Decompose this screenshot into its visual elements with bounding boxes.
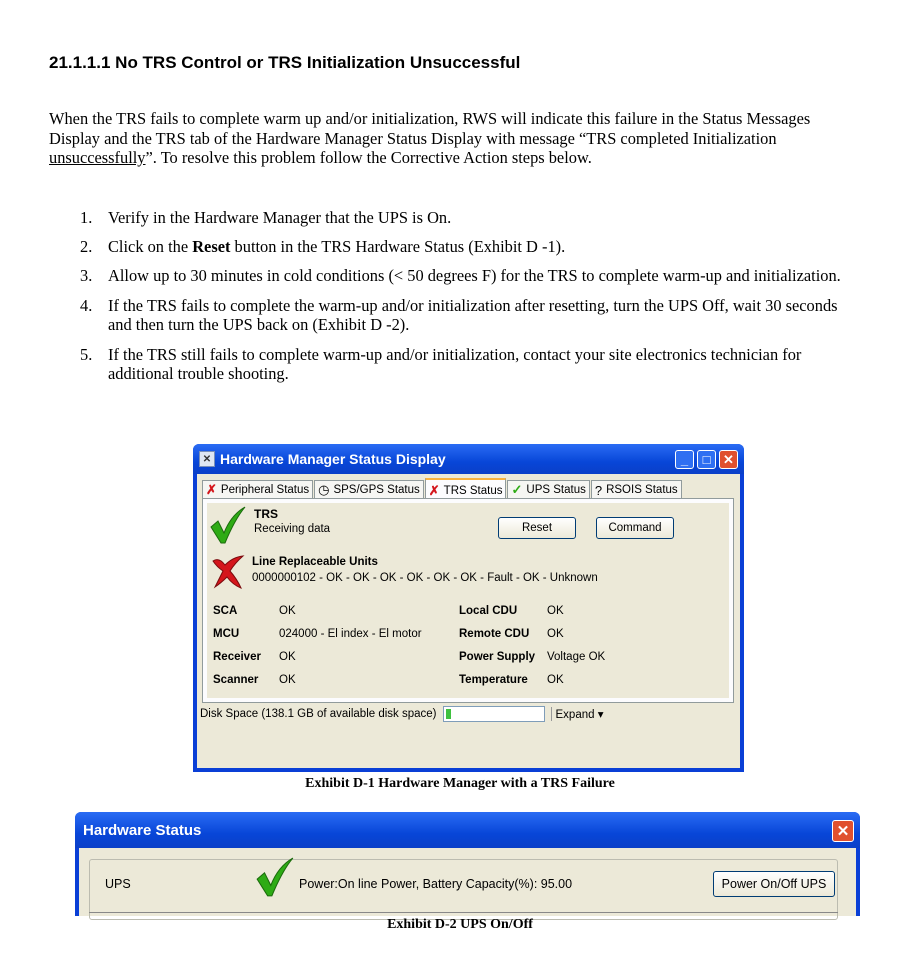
disk-space-progress: [443, 706, 545, 722]
field-label-mcu: MCU: [213, 628, 240, 640]
field-label-local-cdu: Local CDU: [459, 605, 518, 617]
x-icon: ✗: [206, 482, 217, 497]
ups-label: UPS: [105, 877, 131, 891]
intro-text-2: ”. To resolve this problem follow the Corrective Action steps below.: [145, 148, 592, 167]
question-icon: ?: [594, 482, 603, 498]
exhibit2-caption: Exhibit D-2 UPS On/Off: [387, 917, 533, 932]
step-item: [80, 345, 850, 383]
disk-space-text: Disk Space (138.1 GB of available disk space): [200, 708, 437, 720]
chevron-down-icon: ▾: [597, 709, 604, 721]
section-heading: 21.1.1.1 No TRS Control or TRS Initialization Unsuccessful: [49, 53, 521, 72]
step-number: 2.: [80, 237, 93, 256]
disk-space-fill: [446, 709, 451, 719]
divider: [89, 912, 838, 913]
x-icon: [211, 555, 245, 589]
field-label-scanner: Scanner: [213, 674, 259, 686]
window-title: Hardware Status: [83, 821, 202, 839]
field-label-temperature: Temperature: [459, 674, 528, 686]
step-number: 5.: [80, 345, 93, 364]
expand-dropdown[interactable]: [551, 707, 604, 721]
step-text: Allow up to 30 minutes in cold conditions (< 50 degrees F) for the TRS to complete warm-up and initialization.: [108, 266, 841, 285]
field-label-sca: SCA: [213, 605, 238, 617]
field-value-power-supply: Voltage OK: [547, 651, 606, 663]
field-value-scanner: OK: [279, 674, 296, 686]
step-number: 1.: [80, 208, 93, 227]
field-value-sca: OK: [279, 605, 296, 617]
trs-status-text: Receiving data: [254, 523, 331, 535]
intro-underlined: unsuccessfully: [49, 148, 146, 167]
trs-status-panel: [202, 498, 734, 703]
ups-status-text: Power:On line Power, Battery Capacity(%): 95.00: [299, 877, 573, 891]
step-item: [80, 208, 850, 227]
step-number: 3.: [80, 266, 93, 285]
tab-label: UPS Status: [526, 484, 586, 496]
step-text: If the TRS still fails to complete warm-up and/or initialization, contact your site electronics technician for additional trouble shooting.: [108, 345, 802, 383]
field-value-local-cdu: OK: [547, 605, 564, 617]
window-client: [79, 848, 856, 916]
window-client: [197, 474, 740, 768]
intro-text-1: When the TRS fails to complete warm up and/or initialization, RWS will indicate this failure in the Status Messages Display and the TRS tab of the Hardware Manager Status Display with message “TRS completed Initialization: [49, 109, 811, 148]
tab-peripheral-status[interactable]: [202, 480, 313, 499]
step-item: [80, 237, 850, 256]
check-icon: [255, 856, 295, 898]
command-button[interactable]: Command: [596, 517, 674, 539]
intro-paragraph: [49, 109, 849, 168]
tab-label: Peripheral Status: [220, 484, 310, 496]
x-icon: ✗: [428, 482, 440, 498]
lru-title: Line Replaceable Units: [252, 556, 378, 568]
status-tabs: [202, 478, 683, 498]
exhibit1-caption: Exhibit D-1 Hardware Manager with a TRS Failure: [305, 776, 615, 791]
tab-sps-gps-status[interactable]: [314, 480, 424, 499]
window-titlebar[interactable]: [193, 444, 744, 474]
tab-rsois-status[interactable]: [591, 480, 682, 499]
corrective-steps: [80, 208, 850, 393]
field-label-remote-cdu: Remote CDU: [459, 628, 530, 640]
window-titlebar[interactable]: [75, 812, 860, 848]
lru-detail: 0000000102 - OK - OK - OK - OK - OK - OK - Fault - OK - Unknown: [252, 572, 598, 584]
field-value-receiver: OK: [279, 651, 296, 663]
window-title: Hardware Manager Status Display: [220, 451, 446, 467]
field-value-remote-cdu: OK: [547, 628, 564, 640]
close-button[interactable]: ✕: [719, 450, 738, 469]
check-icon: ✓: [511, 482, 523, 497]
hardware-manager-window: [193, 444, 744, 772]
reset-button[interactable]: Reset: [498, 517, 576, 539]
step-text: Click on the: [108, 237, 193, 256]
maximize-button[interactable]: □: [697, 450, 716, 469]
status-bar: [200, 706, 604, 722]
tab-label: SPS/GPS Status: [333, 484, 420, 496]
tab-label: RSOIS Status: [606, 484, 678, 496]
step-text: Verify in the Hardware Manager that the UPS is On.: [108, 208, 452, 227]
step-item: [80, 266, 850, 285]
power-on-off-ups-button[interactable]: Power On/Off UPS: [713, 871, 835, 897]
step-text: If the TRS fails to complete the warm-up and/or initialization after resetting, turn the UPS Off, wait 30 seconds and then turn the UPS back on (Exhibit D -2).: [108, 296, 838, 334]
step-text: button in the TRS Hardware Status (Exhibit D -1).: [230, 237, 566, 256]
check-icon: [209, 505, 247, 545]
tab-label: TRS Status: [443, 484, 503, 497]
step-bold-text: Reset: [192, 237, 231, 256]
field-label-power-supply: Power Supply: [459, 651, 536, 663]
trs-title: TRS: [254, 507, 278, 521]
field-label-receiver: Receiver: [213, 651, 261, 663]
field-value-mcu: 024000 - El index - El motor: [279, 628, 422, 640]
expand-label: Expand: [555, 709, 595, 721]
close-button[interactable]: ✕: [832, 820, 854, 842]
minimize-button[interactable]: _: [675, 450, 694, 469]
clock-icon: ◷: [318, 482, 330, 497]
hardware-status-window: [75, 812, 860, 916]
step-item: [80, 296, 850, 334]
tab-ups-status[interactable]: [507, 480, 589, 499]
app-icon: ✕: [199, 451, 215, 467]
field-value-temperature: OK: [547, 674, 564, 686]
step-number: 4.: [80, 296, 93, 315]
